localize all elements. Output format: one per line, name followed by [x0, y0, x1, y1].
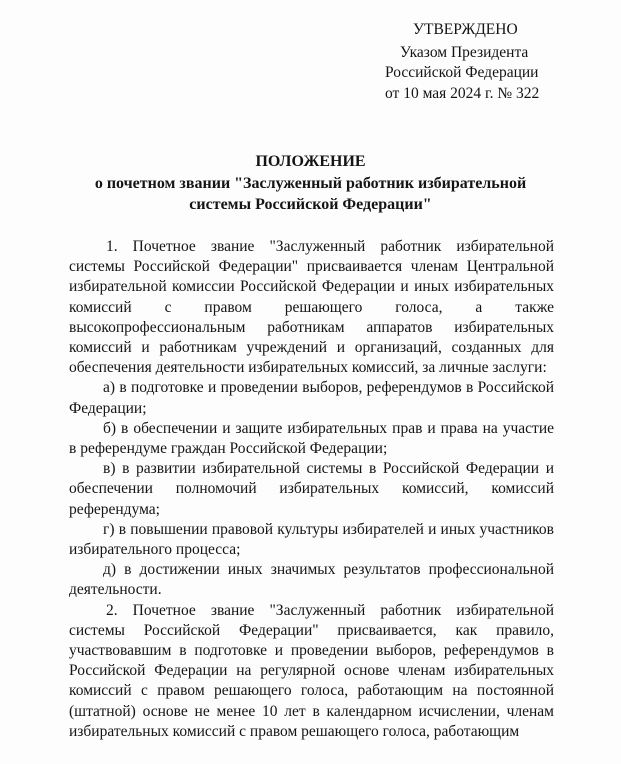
- approval-stamp: УТВЕРЖДЕНО: [413, 21, 518, 38]
- approval-authority: Российской Федерации: [385, 64, 539, 81]
- approval-decree: Указом Президента: [400, 44, 529, 61]
- document-subtitle-line2: системы Российской Федерации": [189, 196, 432, 213]
- document-subtitle-line1: о почетном звании "Заслуженный работник избирательной: [94, 175, 527, 192]
- paragraph-1: 1. Почетное звание "Заслуженный работник избирательной системы Российской Федерации" присваивается членам Центральной избирательной комиссии Российской Федерации и иных избирательных комиссий с правом решающего голоса, а также высокопрофессиональным работникам аппаратов избирательных комиссий и работникам учреждений и организаций, созданных для обеспечения деятельности избирательных комиссий, за личные заслуги:: [69, 238, 554, 377]
- subparagraph-a: а) в подготовке и проведении выборов, референдумов в Российской Федерации;: [69, 379, 554, 417]
- subparagraph-g: г) в повышении правовой культуры избирателей и иных участников избирательного процесса;: [69, 520, 554, 559]
- document-body: [69, 237, 554, 742]
- approval-date-number: от 10 мая 2024 г. № 322: [385, 85, 540, 102]
- subparagraph-v: в) в развитии избирательной системы в Российской Федерации и обеспечении полномочий избирательных комиссий, комиссий референдума;: [69, 460, 554, 518]
- subparagraph-d: д) в достижении иных значимых результатов профессиональной деятельности.: [69, 561, 554, 599]
- subparagraph-b: б) в обеспечении и защите избирательных прав и права на участие в референдуме граждан Российской Федерации;: [69, 419, 554, 458]
- document-title: ПОЛОЖЕНИЕ: [255, 153, 366, 170]
- paragraph-2: 2. Почетное звание "Заслуженный работник избирательной системы Российской Федерации" присваивается, как правило, участвовавшим в подготовке и проведении выборов, референдумов в Российской Федерации на регулярной основе членам избирательных комиссий с правом решающего голоса, работающим на постоянной (штатной) основе не менее 10 лет в календарном исчислении, членам избирательных комиссий с правом решающего голоса, работающим: [69, 601, 554, 740]
